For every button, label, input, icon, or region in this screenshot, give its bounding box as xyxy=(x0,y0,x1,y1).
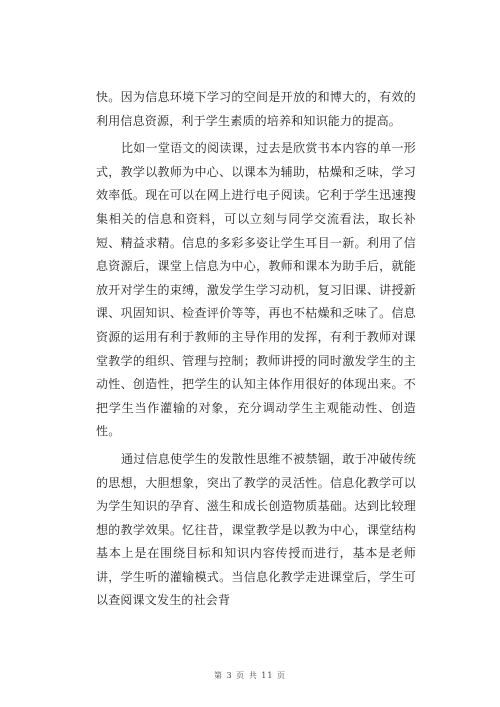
paragraph-2: 比如一堂语文的阅读课，过去是欣赏书本内容的单一形式，教学以教师为中心、以课本为辅助，枯燥和乏味，学习效率低。现在可以在网上进行电子阅读。它利于学生迅速搜集相关的信息和资料，可以立刻与同学交流看法，取长补短、精益求精。信息的多彩多姿让学生耳目一新。利用了信息资源后，课堂上信息为中心，教师和课本为助手后，就能放开对学生的束缚，激发学生学习动机，复习旧课、讲授新课、巩固知识、检查评价等等，再也不枯燥和乏味了。信息资源的运用有利于教师的主导作用的发挥，有利于教师对课堂教学的组织、管理与控制；教师讲授的同时激发学生的主动性、创造性，把学生的认知主体作用很好的体现出来。不把学生当作灌输的对象，充分调动学生主观能动性、创造性。 xyxy=(96,141,416,439)
page-number-footer: 第 3 页 共 11 页 xyxy=(214,671,286,680)
paragraph-3: 通过信息使学生的发散性思维不被禁锢，敢于冲破传统的思想，大胆想象，突出了教学的灵活性。信息化教学可以为学生知识的孕育、滋生和成长创造物质基础。达到比较理想的教学效果。忆往昔，课堂教学是以教为中心，课堂结构基本上是在围绕目标和知识内容传授而进行，基本是老师讲，学生听的灌输模式。当信息化教学走进课堂后，学生可以查阅课文发生的社会背 xyxy=(96,451,416,608)
paragraph-1: 快。因为信息环境下学习的空间是开放的和博大的，有效的利用信息资源，利于学生素质的培养和知识能力的提高。 xyxy=(96,90,416,128)
body-text xyxy=(96,86,416,613)
